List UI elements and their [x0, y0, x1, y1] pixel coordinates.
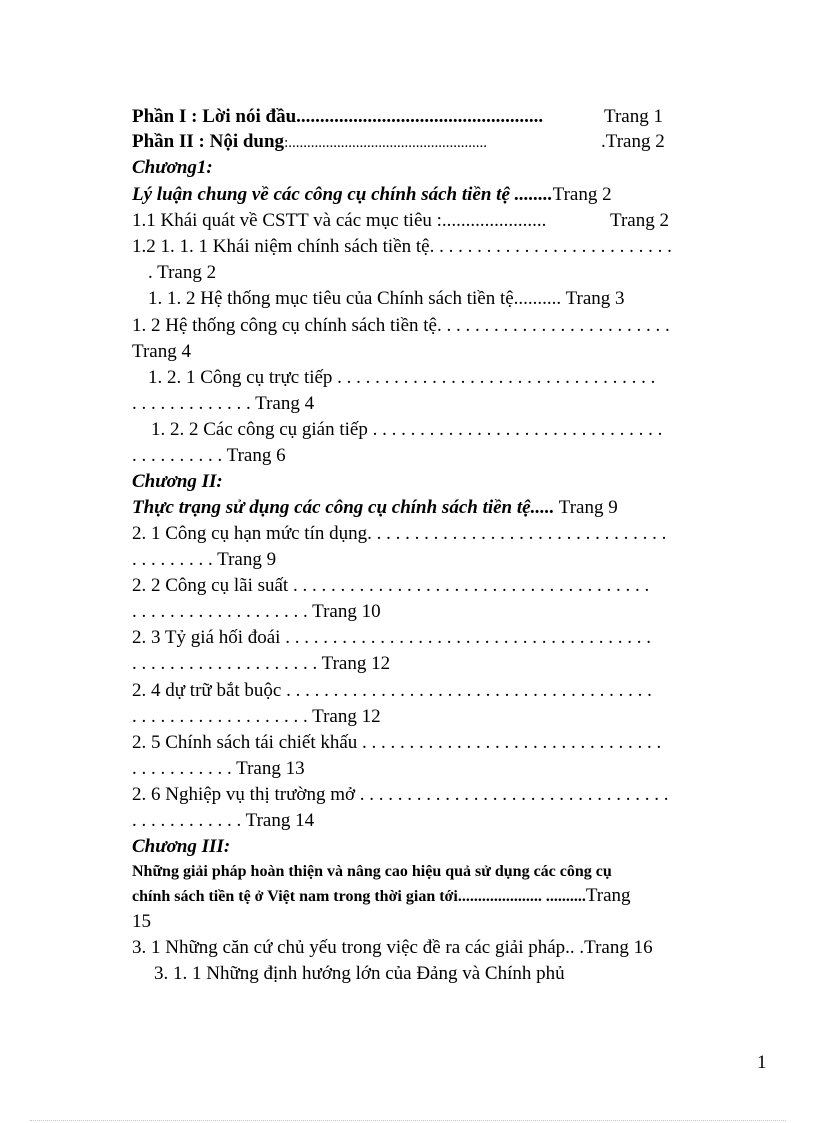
toc-entry-1-1-2	[148, 288, 625, 310]
toc-entry-1-1-2-page: Trang 3	[565, 288, 625, 309]
toc-chapter-3-title-line-2	[132, 885, 631, 908]
toc-entry-2-3: 2. 3 Tỷ giá hối đoái . . . . . . . . . . . . . . . . . . . . . . . . . . . . . . . . . . . . . . .	[132, 627, 651, 648]
toc-entry-1-2-page: Trang 4	[132, 341, 191, 362]
toc-entry-1-2-2: 1. 2. 2 Các công cụ gián tiếp . . . . . . . . . . . . . . . . . . . . . . . . . . . . . . .	[151, 419, 663, 440]
toc-chapter-1-title-text: Lý luận chung về các công cụ chính sách tiền tệ ........	[132, 184, 553, 205]
toc-entry-2-4-page: . . . . . . . . . . . . . . . . . . . Trang 12	[132, 706, 381, 727]
toc-part-2-page: .Trang 2	[601, 131, 665, 152]
toc-part-1-page: Trang 1	[604, 106, 663, 127]
toc-entry-1-2-1: 1. 2. 1 Công cụ trực tiếp . . . . . . . . . . . . . . . . . . . . . . . . . . . . . . . . . .	[148, 367, 656, 388]
toc-entry-2-1: 2. 1 Công cụ hạn mức tín dụng. . . . . . . . . . . . . . . . . . . . . . . . . . . . . . . .	[132, 523, 667, 544]
toc-part-2-dots: :.....................................................	[284, 135, 487, 151]
toc-entry-3-1: 3. 1 Những căn cứ chủ yếu trong việc đề ra các giải pháp.. .Trang 16	[132, 937, 653, 958]
toc-chapter-2-title-text: Thực trạng sử dụng các công cụ chính sách tiền tệ.....	[132, 497, 555, 518]
toc-entry-1-1-page: Trang 2	[610, 210, 669, 231]
toc-entry-2-1-page: . . . . . . . . . Trang 9	[132, 549, 277, 570]
toc-entry-1-1-2-text: 1. 1. 2 Hệ thống mục tiêu của Chính sách tiền tệ..........	[148, 288, 562, 309]
toc-part-2-title: Phần II : Nội dung	[132, 131, 285, 152]
toc-entry-3-1-1: 3. 1. 1 Những định hướng lớn của Đảng và Chính phủ	[154, 963, 565, 984]
toc-entry-1-1-1: 1.2 1. 1. 1 Khái niệm chính sách tiền tệ. . . . . . . . . . . . . . . . . . . . . . . . . .	[132, 236, 672, 257]
toc-entry-2-3-page: . . . . . . . . . . . . . . . . . . . . Trang 12	[132, 653, 391, 674]
toc-entry-1-2: 1. 2 Hệ thống công cụ chính sách tiền tệ. . . . . . . . . . . . . . . . . . . . . . . . .	[132, 315, 670, 336]
toc-chapter-3-heading: Chương III:	[132, 836, 231, 857]
toc-part-1-title: Phần I : Lời nói đầu....................................................	[132, 106, 544, 127]
toc-entry-2-2: 2. 2 Công cụ lãi suất . . . . . . . . . . . . . . . . . . . . . . . . . . . . . . . . . . . . . .	[132, 575, 650, 596]
toc-entry-2-4: 2. 4 dự trữ bắt buộc . . . . . . . . . . . . . . . . . . . . . . . . . . . . . . . . . . . . . . .	[132, 680, 652, 701]
toc-chapter-3-page-label: Trang	[585, 885, 631, 906]
toc-part-1	[132, 106, 663, 128]
toc-entry-2-6-page: . . . . . . . . . . . . Trang 14	[132, 810, 315, 831]
toc-chapter-3-title-line-2-text: chính sách tiền tệ ở Việt nam trong thời gian tới..................... ..........	[132, 888, 586, 905]
toc-entry-1-1-text: 1.1 Khái quát về CSTT và các mục tiêu :......................	[132, 210, 547, 231]
toc-entry-2-5-page: . . . . . . . . . . . Trang 13	[132, 758, 305, 779]
toc-entry-1-1-1-page: . Trang 2	[148, 262, 217, 283]
toc-entry-2-5: 2. 5 Chính sách tái chiết khấu . . . . . . . . . . . . . . . . . . . . . . . . . . . . . . . .	[132, 732, 662, 753]
toc-entry-2-2-page: . . . . . . . . . . . . . . . . . . . Trang 10	[132, 601, 381, 622]
toc-entry-2-6: 2. 6 Nghiệp vụ thị trường mở . . . . . . . . . . . . . . . . . . . . . . . . . . . . . . . . .	[132, 784, 669, 805]
toc-part-2	[132, 131, 665, 154]
toc-chapter-2-title	[132, 497, 618, 519]
toc-chapter-1-heading: Chương1:	[132, 157, 213, 178]
toc-entry-1-2-1-page: . . . . . . . . . . . . . Trang 4	[132, 393, 315, 414]
toc-chapter-2-page: Trang 9	[558, 497, 618, 518]
bottom-dotted-rule	[30, 1120, 786, 1121]
toc-chapter-3-page: 15	[132, 911, 151, 932]
toc-entry-1-2-2-page: . . . . . . . . . . Trang 6	[132, 445, 286, 466]
toc-chapter-3-title-line-1: Những giải pháp hoàn thiện và nâng cao hiệu quả sử dụng các công cụ	[132, 863, 612, 880]
toc-chapter-1-page: Trang 2	[552, 184, 612, 205]
toc-chapter-1-title	[132, 184, 612, 206]
page-number: 1	[757, 1052, 767, 1073]
toc-chapter-2-heading: Chương II:	[132, 471, 223, 492]
toc-entry-1-1	[132, 210, 669, 232]
